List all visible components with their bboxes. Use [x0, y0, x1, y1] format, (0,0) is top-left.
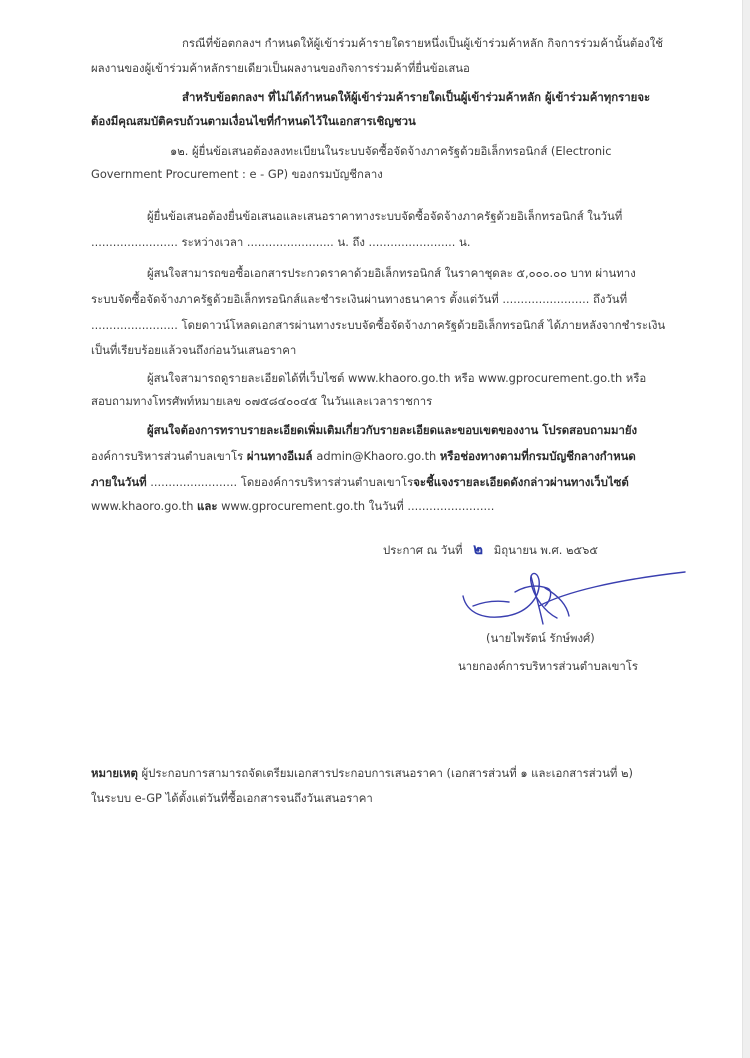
para1-line2: ผลงานของผู้เข้าร่วมค้าหลักรายเดียวเป็นผลงานของกิจการร่วมค้าที่ยื่นข้อเสนอ	[91, 61, 470, 75]
para6-line2: สอบถามทางโทรศัพท์หมายเลข ๐๗๕๘๔๐๐๔๕ ในวันและเวลาราชการ	[91, 394, 433, 408]
para7-within-date: ภายในวันที่	[91, 475, 147, 489]
signer-name: (นายไพรัตน์ รักษ์พงศ์)	[486, 631, 595, 645]
note-line2: ในระบบ e-GP ได้ตั้งแต่วันที่ซื้อเอกสารจนถึงวันเสนอราคา	[91, 791, 373, 805]
para7-line4	[91, 498, 494, 514]
para6-line1: ผู้สนใจสามารถดูรายละเอียดได้ที่เว็บไซต์ www.khaoro.go.th หรือ www.gprocurement.go.th หรือ	[147, 371, 647, 385]
para7-org-clarify: ........................ โดยองค์การบริหารส่วนตำบลเขาโร	[146, 475, 414, 489]
signer-title: นายกองค์การบริหารส่วนตำบลเขาโร	[458, 659, 639, 673]
announce-prefix: ประกาศ ณ วันที่	[383, 543, 463, 557]
signature	[455, 566, 695, 631]
para4-line1: ผู้ยื่นข้อเสนอต้องยื่นข้อเสนอและเสนอราคาทางระบบจัดซื้อจัดจ้างภาครัฐด้วยอิเล็กทรอนิกส์ ในวันที่	[147, 209, 623, 223]
page-edge	[743, 0, 750, 1058]
para5-line1: ผู้สนใจสามารถขอซื้อเอกสารประกวดราคาด้วยอิเล็กทรอนิกส์ ในราคาชุดละ ๕,๐๐๐.๐๐ บาท ผ่านทาง	[147, 266, 636, 280]
signature-scribble-icon	[455, 566, 695, 631]
para4-line2: ........................ ระหว่างเวลา ........................ น. ถึง ........................ น.	[91, 235, 471, 249]
note-text1: ผู้ประกอบการสามารถจัดเตรียมเอกสารประกอบการเสนอราคา (เอกสารส่วนที่ ๑ และเอกสารส่วนที่ ๒)	[137, 766, 633, 780]
para7-website2-date: www.gprocurement.go.th ในวันที่ ........................	[217, 499, 495, 513]
para7-line2	[91, 448, 636, 464]
para7-channel: หรือช่องทางตามที่กรมบัญชีกลางกำหนด	[439, 449, 636, 463]
announce-date	[383, 541, 598, 558]
para1-line1: กรณีที่ข้อตกลงฯ กำหนดให้ผู้เข้าร่วมค้ารายใดรายหนึ่งเป็นผู้เข้าร่วมค้าหลัก กิจการร่วมค้านั้นต้องใช้	[182, 36, 663, 50]
note-label: หมายเหตุ	[91, 766, 138, 780]
para2-line2: ต้องมีคุณสมบัติครบถ้วนตามเงื่อนไขที่กำหนดไว้ในเอกสารเชิญชวน	[91, 114, 416, 128]
para7-and: และ	[197, 499, 218, 513]
clause12-line2: Government Procurement : e - GP) ของกรมบัญชีกลาง	[91, 167, 383, 181]
para7-website1: www.khaoro.go.th	[91, 499, 198, 513]
announce-suffix: มิถุนายน พ.ศ. ๒๕๖๕	[493, 543, 599, 557]
announce-day: ๒	[473, 540, 484, 558]
para7-email-address: admin@Khaoro.go.th	[316, 449, 440, 463]
clause12-line1: ๑๒. ผู้ยื่นข้อเสนอต้องลงทะเบียนในระบบจัดซื้อจัดจ้างภาครัฐด้วยอิเล็กทรอนิกส์ (Electronic	[170, 144, 612, 158]
para5-line4: เป็นที่เรียบร้อยแล้วจนถึงก่อนวันเสนอราคา	[91, 343, 297, 357]
para2-line1: สำหรับข้อตกลงฯ ที่ไม่ได้กำหนดให้ผู้เข้าร่วมค้ารายใดเป็นผู้เข้าร่วมค้าหลัก ผู้เข้าร่วมค้าทุกรายจะ	[182, 90, 651, 104]
para7-via-email: ผ่านทางอีเมล์	[246, 449, 317, 463]
para7-org: องค์การบริหารส่วนตำบลเขาโร	[91, 449, 247, 463]
para5-line3: ........................ โดยดาวน์โหลดเอกสารผ่านทางระบบจัดซื้อจัดจ้างภาครัฐด้วยอิเล็กทรอนิกส์ ได้ภายหลังจากชำระเงิน	[91, 318, 666, 332]
para7-clarify-web: จะชี้แจงรายละเอียดดังกล่าวผ่านทางเว็บไซต์	[413, 475, 629, 489]
note-line1	[91, 765, 633, 781]
para7-line1: ผู้สนใจต้องการทราบรายละเอียดเพิ่มเติมเกี่ยวกับรายละเอียดและขอบเขตของงาน โปรดสอบถามมายัง	[147, 423, 638, 437]
para5-line2: ระบบจัดซื้อจัดจ้างภาครัฐด้วยอิเล็กทรอนิกส์และชำระเงินผ่านทางธนาคาร ตั้งแต่วันที่ ........................ ถึงวันที่	[91, 292, 628, 306]
para7-line3	[91, 474, 629, 490]
